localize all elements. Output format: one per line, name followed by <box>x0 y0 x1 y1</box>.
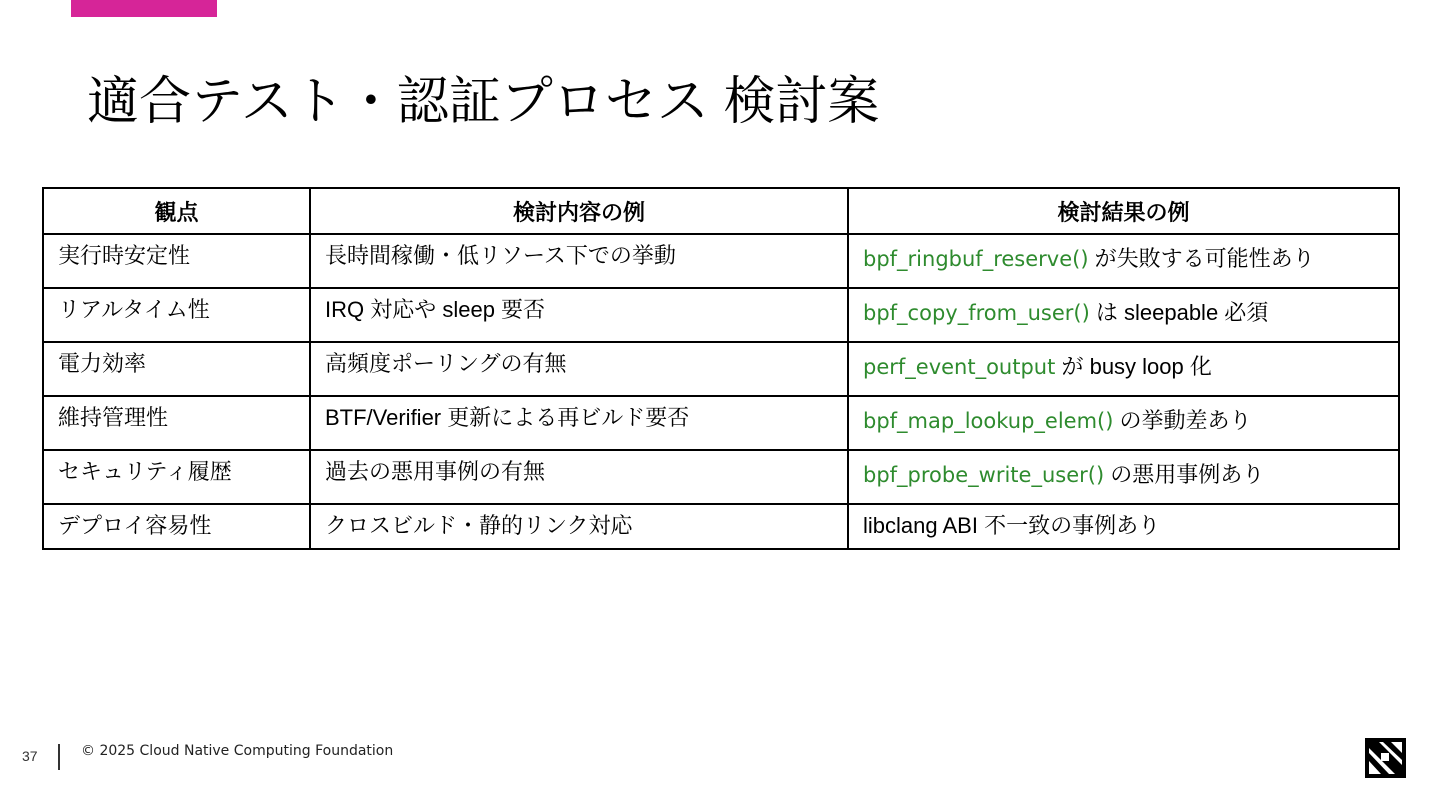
result-code: bpf_map_lookup_elem() <box>863 409 1114 433</box>
cell-aspect: セキュリティ履歴 <box>43 450 310 504</box>
cell-content: BTF/Verifier 更新による再ビルド要否 <box>310 396 848 450</box>
cell-result <box>848 396 1399 450</box>
page-number: 37 <box>22 748 38 764</box>
footer-divider <box>58 744 60 770</box>
result-code: bpf_probe_write_user() <box>863 463 1105 487</box>
cell-result <box>848 234 1399 288</box>
result-code: bpf_ringbuf_reserve() <box>863 247 1089 271</box>
result-text: が失敗する可能性あり <box>1088 246 1315 271</box>
result-code: bpf_copy_from_user() <box>863 301 1090 325</box>
header-result: 検討結果の例 <box>848 188 1399 234</box>
header-content: 検討内容の例 <box>310 188 848 234</box>
review-table <box>42 187 1400 550</box>
result-text: の挙動差あり <box>1113 408 1252 433</box>
table-row <box>43 342 1399 396</box>
slide-title: 適合テスト・認証プロセス 検討案 <box>87 73 880 131</box>
cncf-logo-icon <box>1365 738 1406 778</box>
cell-result <box>848 504 1399 549</box>
cell-result <box>848 342 1399 396</box>
result-text: libclang ABI 不一致の事例あり <box>863 513 1161 538</box>
table-row <box>43 288 1399 342</box>
cell-content: クロスビルド・静的リンク対応 <box>310 504 848 549</box>
table-header-row <box>43 188 1399 234</box>
result-code: perf_event_output <box>863 355 1056 379</box>
cell-result <box>848 288 1399 342</box>
cell-content: 過去の悪用事例の有無 <box>310 450 848 504</box>
cell-aspect: 電力効率 <box>43 342 310 396</box>
result-text: の悪用事例あり <box>1104 462 1265 487</box>
cell-content: 高頻度ポーリングの有無 <box>310 342 848 396</box>
table-row <box>43 450 1399 504</box>
cell-aspect: リアルタイム性 <box>43 288 310 342</box>
result-text: が busy loop 化 <box>1055 354 1212 379</box>
table-row <box>43 504 1399 549</box>
cell-content: IRQ 対応や sleep 要否 <box>310 288 848 342</box>
copyright-text: © 2025 Cloud Native Computing Foundation <box>81 743 394 759</box>
cell-aspect: 実行時安定性 <box>43 234 310 288</box>
cell-result <box>848 450 1399 504</box>
cell-aspect: 維持管理性 <box>43 396 310 450</box>
table-row <box>43 234 1399 288</box>
cell-content: 長時間稼働・低リソース下での挙動 <box>310 234 848 288</box>
table-row <box>43 396 1399 450</box>
accent-bar <box>71 0 217 17</box>
result-text: は sleepable 必須 <box>1089 300 1269 325</box>
cell-aspect: デプロイ容易性 <box>43 504 310 549</box>
header-aspect: 観点 <box>43 188 310 234</box>
